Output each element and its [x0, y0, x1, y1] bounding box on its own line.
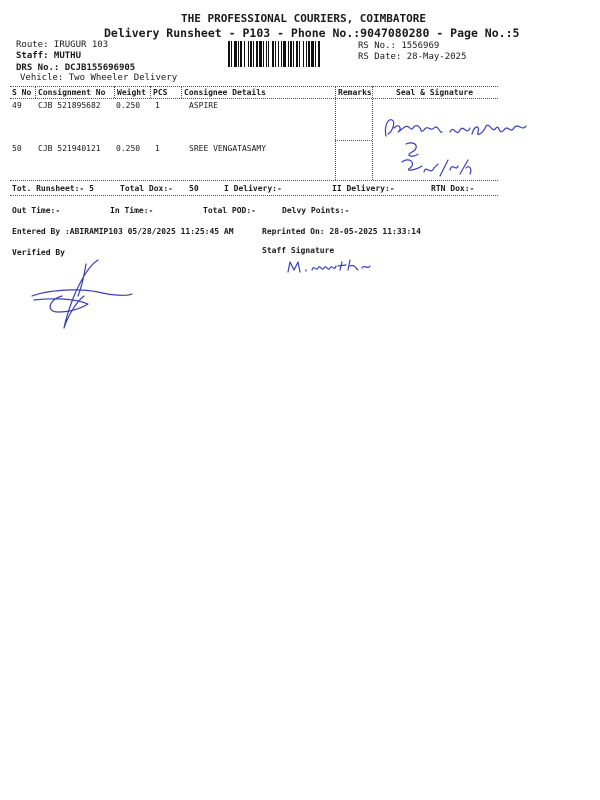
entered-by: Entered By :ABIRAMIP103 05/28/2025 11:25:45 AM [12, 227, 234, 236]
row-consignee: SREE VENGATASAMY [189, 144, 267, 153]
barcode-bar [283, 41, 286, 67]
total-dox-label: Total Dox:- [120, 184, 173, 193]
col-header-pcs: PCS [153, 88, 168, 97]
total-runsheet: Tot. Runsheet:- 5 [12, 184, 94, 193]
barcode-bar [253, 41, 254, 67]
barcode-bar [290, 41, 292, 67]
drs-number: DRS No.: DCJB155696905 [16, 63, 136, 73]
runsheet-title: Delivery Runsheet - P103 - Phone No.:9047080280 - Page No.:5 [104, 26, 520, 40]
barcode-bar [231, 41, 232, 67]
reprinted-on: Reprinted On: 28-05-2025 11:33:14 [262, 227, 421, 236]
row-sno: 49 [12, 101, 22, 110]
barcode-bar [238, 41, 239, 67]
i-delivery: I Delivery:- [224, 184, 282, 193]
barcode-bar [275, 41, 276, 67]
rtn-dox: RTN Dox:- [431, 184, 475, 193]
barcode-bar [299, 41, 300, 67]
rs-number: RS No.: 1556969 [358, 41, 440, 51]
barcode-bar [293, 41, 294, 67]
col-header-consignee: Consignee Details [184, 88, 266, 97]
vehicle-label: Vehicle: Two Wheeler Delivery [20, 73, 178, 83]
table-header-line [10, 98, 498, 99]
barcode-bar [303, 41, 304, 67]
row-weight: 0.250 [116, 101, 141, 110]
barcode-bar [306, 41, 307, 67]
staff-signature [284, 256, 374, 276]
row-pcs: 1 [155, 101, 160, 110]
barcode-bar [228, 41, 230, 67]
verified-by-label: Verified By [12, 248, 65, 257]
barcode-bar [250, 41, 252, 67]
verifier-signature [28, 256, 138, 334]
barcode-bar [296, 41, 298, 67]
remarks-row-line [335, 140, 372, 141]
barcode-bar [266, 41, 267, 67]
route-label: Route: IRUGUR 103 [16, 40, 109, 50]
row-pcs: 1 [155, 144, 160, 153]
delvy-points: Delvy Points:- [282, 206, 350, 215]
barcode [228, 41, 348, 67]
col-header-sno: S No [12, 88, 32, 97]
barcode-bar [268, 41, 269, 67]
row-consignment: CJB 521940121 [38, 144, 101, 153]
barcode-bar [288, 41, 289, 67]
barcode-bar [272, 41, 274, 67]
row-sno: 50 [12, 144, 22, 153]
barcode-bar [240, 41, 242, 67]
row-consignee: ASPIRE [189, 101, 218, 110]
barcode-bar [248, 41, 249, 67]
totals-line [10, 195, 498, 196]
company-name: THE PROFESSIONAL COURIERS, COIMBATORE [181, 12, 427, 25]
total-pod: Total POD:- [203, 206, 256, 215]
barcode-bar [259, 41, 262, 67]
col-header-weight: Weight [117, 88, 146, 97]
barcode-bar [311, 41, 314, 67]
col-header-signature: Seal & Signature [396, 88, 474, 97]
barcode-bar [308, 41, 310, 67]
table-top-line [10, 86, 498, 87]
out-time: Out Time:- [12, 206, 61, 215]
row-weight: 0.250 [116, 144, 141, 153]
barcode-bar [318, 41, 320, 67]
staff-label: Staff: MUTHU [16, 51, 82, 61]
col-header-consignment: Consignment No [38, 88, 106, 97]
barcode-bar [234, 41, 237, 67]
barcode-bar [256, 41, 258, 67]
ii-delivery: II Delivery:- [332, 184, 395, 193]
total-dox-value: 50 [189, 184, 199, 193]
col-header-remarks: Remarks [338, 88, 372, 97]
rs-date: RS Date: 28-May-2025 [358, 52, 467, 62]
barcode-bar [244, 41, 245, 67]
barcode-bar [315, 41, 316, 67]
barcode-bar [278, 41, 279, 67]
barcode-bar [263, 41, 264, 67]
staff-signature-label: Staff Signature [262, 246, 335, 255]
barcode-bar [281, 41, 282, 67]
row-consignment: CJB 521895682 [38, 101, 101, 110]
remarks-divider-right [372, 86, 373, 180]
in-time: In Time:- [110, 206, 154, 215]
remarks-divider-left [335, 86, 336, 180]
receiver-signature-row-50 [396, 138, 476, 184]
